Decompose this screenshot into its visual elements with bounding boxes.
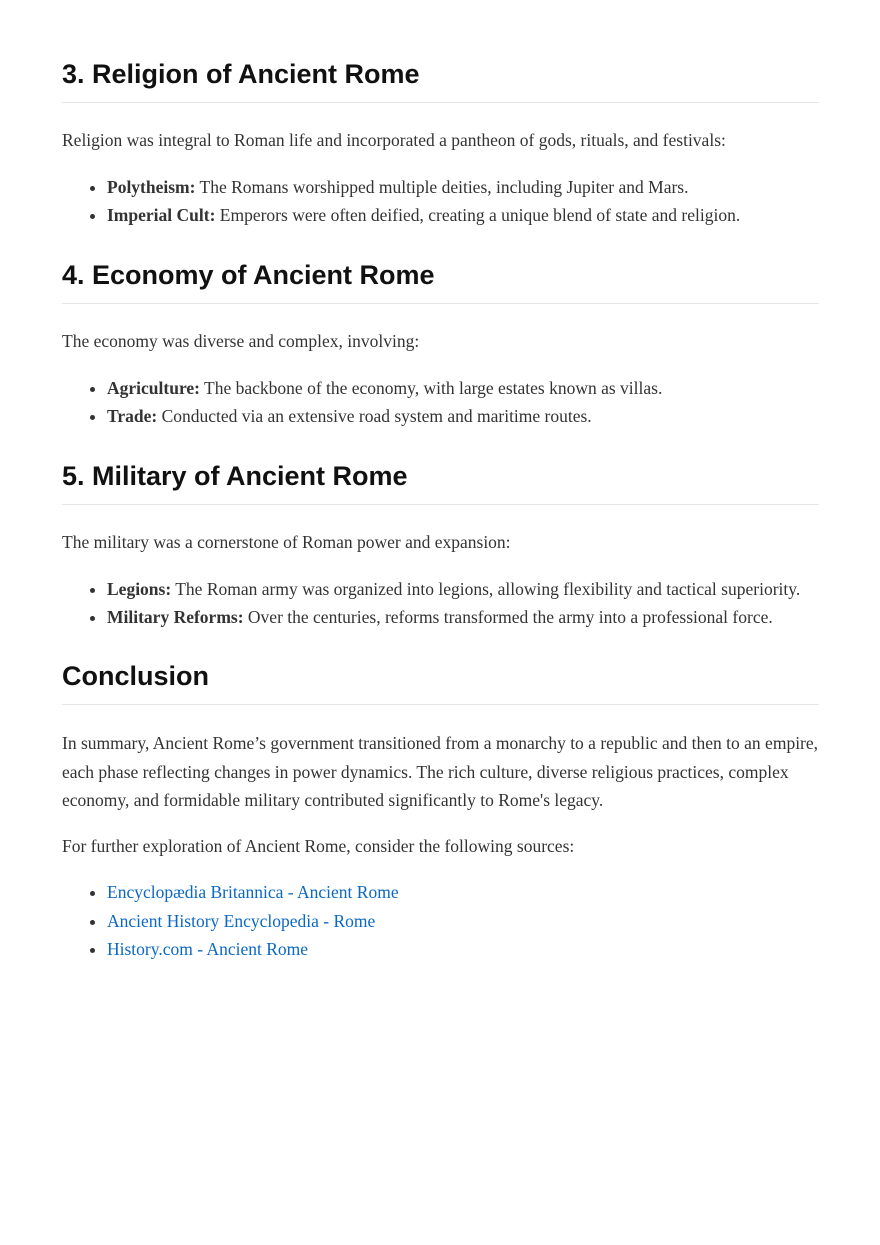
list-item-text: The backbone of the economy, with large estates known as villas. — [200, 377, 663, 398]
conclusion-summary: In summary, Ancient Rome’s government transitioned from a monarchy to a republic and then to an empire, each phase reflecting changes in power dynamics. The rich culture, diverse religious practices, complex economy, and formidable military contributed significantly to Rome's legacy. — [62, 733, 819, 810]
list-item-text: Over the centuries, reforms transformed the army into a professional force. — [243, 607, 773, 627]
source-link-history-com[interactable]: History.com - Ancient Rome — [107, 939, 309, 959]
list-item-term: Agriculture: — [107, 377, 200, 398]
list-item — [107, 603, 819, 632]
list-item — [107, 935, 819, 964]
section-economy — [62, 259, 819, 431]
list-item — [107, 907, 819, 936]
bullet-list — [62, 173, 819, 230]
list-item-text: The Roman army was organized into legions, allowing flexibility and tactical superiority. — [171, 578, 801, 599]
list-item-term: Imperial Cult: — [107, 205, 216, 225]
section-heading: 5. Military of Ancient Rome — [62, 460, 819, 505]
list-item — [107, 201, 819, 230]
bullet-list — [62, 575, 819, 632]
section-intro: The military was a cornerstone of Roman power and expansion: — [62, 532, 511, 552]
list-item — [107, 575, 819, 604]
list-item-text: Conducted via an extensive road system and maritime routes. — [157, 406, 592, 426]
source-link-list — [62, 878, 819, 964]
section-religion — [62, 58, 819, 230]
section-intro: The economy was diverse and complex, involving: — [62, 331, 420, 351]
source-link-britannica[interactable]: Encyclopædia Britannica - Ancient Rome — [107, 882, 399, 902]
list-item-text: The Romans worshipped multiple deities, including Jupiter and Mars. — [195, 176, 689, 197]
further-reading-intro: For further exploration of Ancient Rome, consider the following sources: — [62, 835, 575, 856]
list-item — [107, 878, 819, 907]
section-military — [62, 460, 819, 632]
list-item — [107, 173, 819, 202]
list-item — [107, 374, 819, 403]
list-item-term: Legions: — [107, 578, 172, 599]
section-heading: 4. Economy of Ancient Rome — [62, 259, 819, 304]
list-item — [107, 402, 819, 431]
section-intro: Religion was integral to Roman life and incorporated a pantheon of gods, rituals, and festivals: — [62, 130, 726, 150]
bullet-list — [62, 374, 819, 431]
source-link-ancient-history[interactable]: Ancient History Encyclopedia - Rome — [107, 910, 376, 931]
list-item-text: Emperors were often deified, creating a unique blend of state and religion. — [215, 205, 741, 225]
section-heading: 3. Religion of Ancient Rome — [62, 58, 819, 103]
list-item-term: Polytheism: — [107, 176, 196, 197]
list-item-term: Military Reforms: — [107, 607, 244, 627]
section-conclusion — [62, 660, 819, 964]
list-item-term: Trade: — [107, 406, 158, 426]
section-heading: Conclusion — [62, 660, 819, 705]
